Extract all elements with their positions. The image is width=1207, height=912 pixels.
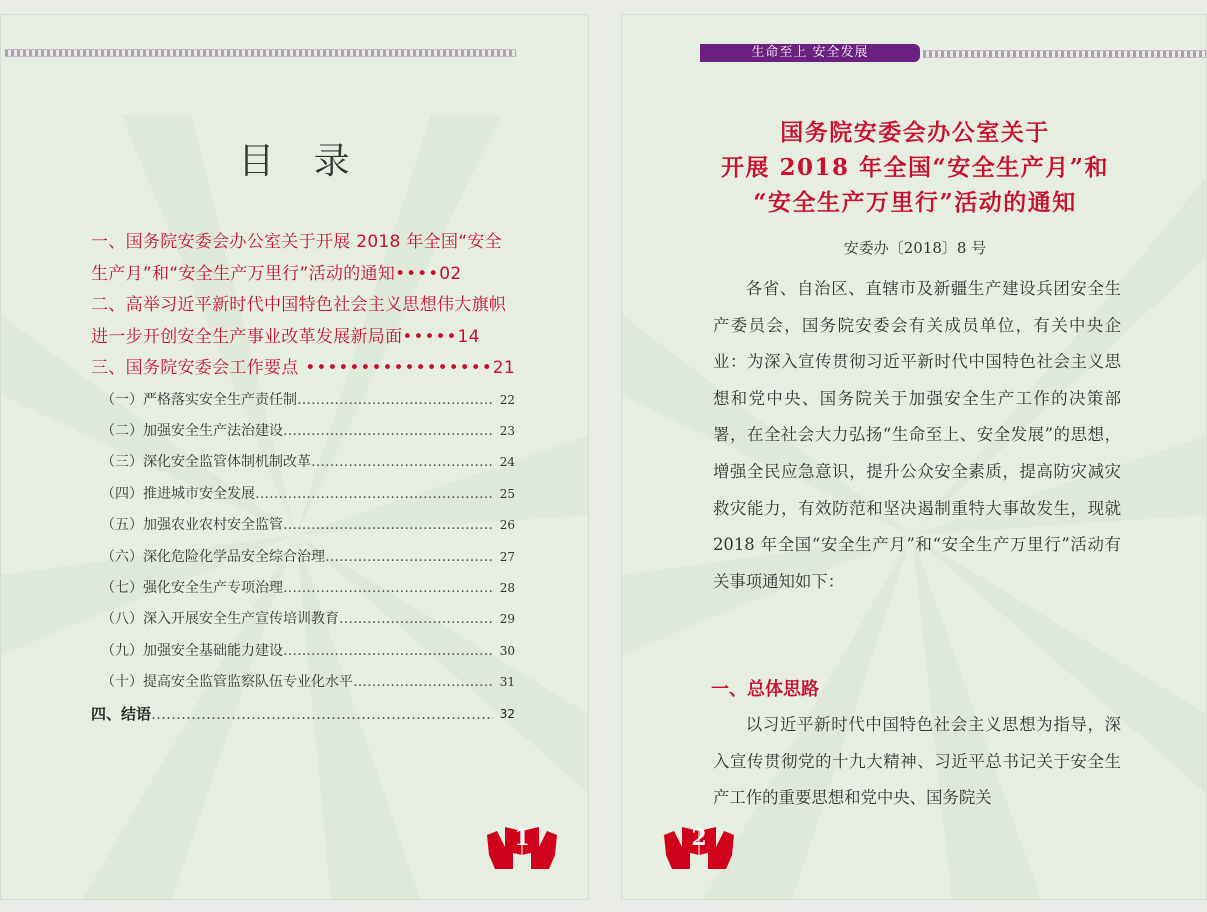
decorative-border (923, 50, 1207, 58)
toc-entry-text: 三、国务院安委会工作要点 (91, 358, 299, 378)
toc-subentry-text: （七）强化安全生产专项治理 (101, 579, 283, 596)
toc-page-number: 22 (499, 392, 515, 407)
toc-leader: •••• (395, 263, 440, 284)
toc-page-number: 28 (499, 580, 515, 595)
left-page (0, 14, 589, 900)
toc-leader (311, 447, 493, 478)
toc-subentry[interactable] (91, 573, 515, 604)
toc-leader (283, 573, 493, 604)
toc-title: 目 录 (238, 141, 364, 182)
toc-leader (353, 667, 493, 698)
toc-subentry[interactable] (91, 636, 515, 667)
toc-leader (255, 479, 493, 510)
toc-page-number: 21 (492, 358, 515, 378)
section-heading: 一、总体思路 (711, 679, 819, 700)
toc-entry-1[interactable] (91, 227, 515, 290)
toc-leader (151, 699, 493, 730)
paragraph-text: 以习近平新时代中国特色社会主义思想为指导，深入宣传贯彻党的十九大精神、习近平总书记关于安全生产工作的重要思想和党中央、国务院关 (713, 715, 1121, 808)
toc-subentry[interactable] (91, 479, 515, 510)
toc-leader: ••••••••••••••••• (305, 358, 493, 378)
toc-entry-4[interactable] (91, 699, 515, 730)
toc-page-number: 29 (499, 612, 515, 627)
title-line: 国务院安委会办公室关于 (780, 119, 1050, 146)
right-page (621, 14, 1207, 900)
toc-entry-2[interactable] (91, 290, 515, 353)
toc-subentry-text: （三）深化安全监管体制机制改革 (101, 454, 311, 471)
toc-subentry[interactable] (91, 510, 515, 541)
document-title (622, 115, 1207, 220)
toc-leader (339, 604, 493, 635)
toc-subentry-text: （八）深入开展安全生产宣传培训教育 (101, 611, 339, 628)
page-number-badge (483, 821, 561, 873)
toc-entry-text: 一、国务院安委会办公室关于开展 2018 年全国“安全生产月”和“安全生产万里行”活动的通知 (91, 232, 502, 284)
title-line: “安全生产万里行”活动的通知 (753, 189, 1077, 216)
decorative-border (5, 49, 516, 57)
toc-page-number: 23 (499, 423, 515, 438)
toc-subentry-text: （十）提高安全监管监察队伍专业化水平 (101, 674, 353, 691)
table-of-contents (91, 227, 515, 730)
slogan-banner: 生命至上 安全发展 (700, 44, 920, 62)
toc-entry-text: 二、高举习近平新时代中国特色社会主义思想伟大旗帜 进一步开创安全生产事业改革发展新局面 (91, 295, 507, 347)
toc-page-number: 31 (499, 675, 515, 690)
toc-leader (283, 416, 493, 447)
body-paragraph (713, 271, 1121, 600)
toc-subentry-text: （九）加强安全基础能力建设 (101, 642, 283, 659)
toc-entry-text: 四、结语 (91, 704, 152, 723)
page-number: 2 (691, 825, 707, 851)
toc-subentry-text: （二）加强安全生产法治建设 (101, 422, 283, 439)
title-line: 开展 2018 年全国“安全生产月”和 (721, 154, 1109, 181)
toc-subentry-text: （五）加强农业农村安全监管 (101, 517, 283, 534)
toc-page-number: 14 (457, 326, 480, 347)
toc-subentry[interactable] (91, 416, 515, 447)
toc-leader (297, 385, 493, 416)
page-number-badge (660, 821, 738, 873)
toc-subentry-text: （一）严格落实安全生产责任制 (101, 391, 297, 408)
toc-leader (283, 510, 493, 541)
toc-entry-3[interactable] (91, 353, 515, 385)
toc-subentry[interactable] (91, 667, 515, 698)
toc-subentry[interactable] (91, 542, 515, 573)
toc-page-number: 25 (499, 486, 515, 501)
toc-page-number: 26 (499, 518, 515, 533)
toc-leader: ••••• (402, 326, 458, 347)
toc-subentry-text: （六）深化危险化学品安全综合治理 (101, 548, 325, 565)
toc-subentry[interactable] (91, 447, 515, 478)
toc-page-number: 02 (439, 263, 462, 284)
toc-leader (283, 636, 493, 667)
toc-page-number: 27 (499, 549, 515, 564)
toc-subentry[interactable] (91, 604, 515, 635)
page-number: 1 (514, 825, 530, 851)
paragraph-text: 各省、自治区、直辖市及新疆生产建设兵团安全生产委员会，国务院安委会有关成员单位，有关中央企业：为深入宣传贯彻习近平新时代中国特色社会主义思想和党中央、国务院关于加强安全生产工作的决策部署，在全社会大力弘扬“生命至上、安全发展”的思想，增强全民应急意识，提升公众安全素质，提高防灾减灾救灾能力，有效防范和坚决遏制重特大事故发生，现就 2018 年全国“安全生产月”和“安全生产万里行”活动有关事项通知如下： (713, 279, 1121, 591)
toc-subentry[interactable] (91, 385, 515, 416)
body-paragraph (713, 707, 1121, 817)
toc-page-number: 32 (499, 706, 515, 721)
toc-page-number: 30 (499, 643, 515, 658)
toc-page-number: 24 (499, 455, 515, 470)
toc-subentry-text: （四）推进城市安全发展 (101, 485, 255, 502)
document-number: 安委办〔2018〕8 号 (843, 239, 987, 257)
toc-leader (325, 542, 493, 573)
